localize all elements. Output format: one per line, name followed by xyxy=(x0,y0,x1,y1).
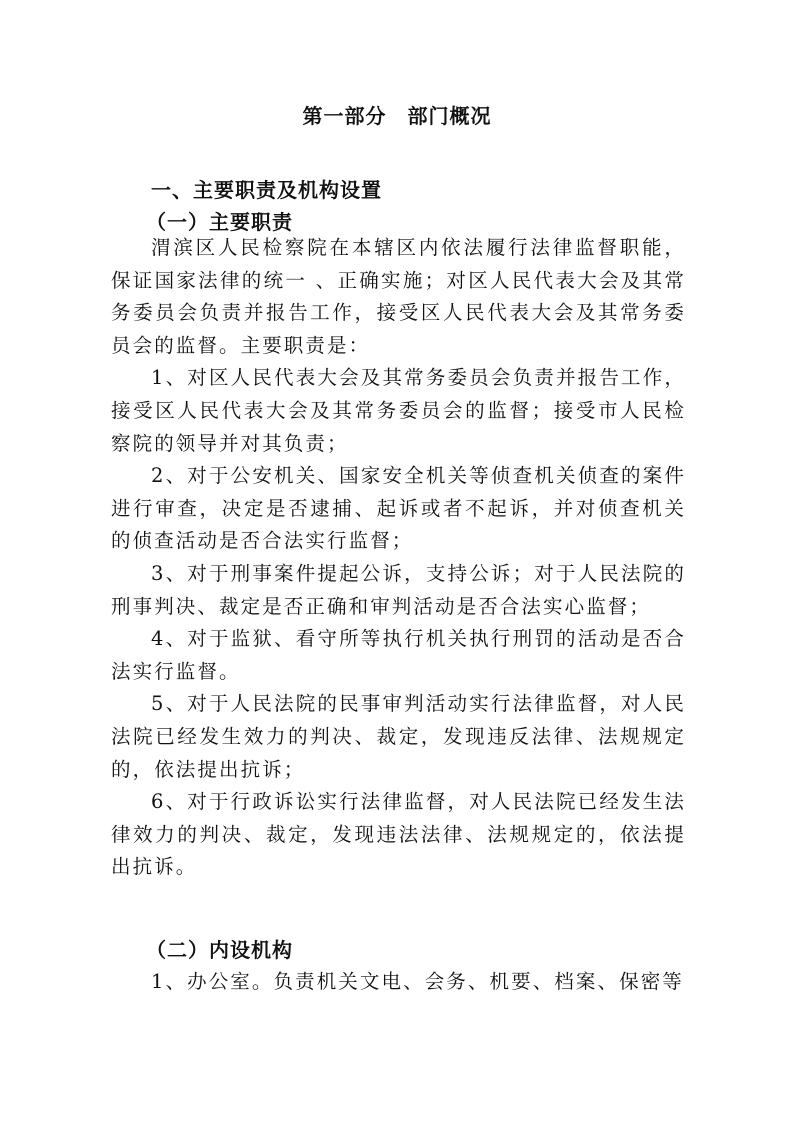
paragraph-duty-4: 4、对于监狱、看守所等执行机关执行刑罚的活动是否合法实行监督。 xyxy=(111,627,686,683)
duties-body xyxy=(111,232,686,884)
paragraph-intro: 渭滨区人民检察院在本辖区内依法履行法律监督职能，保证国家法律的统一 、正确实施；对区人民代表大会及其常务委员会负责并报告工作，接受区人民代表大会及其常务委员会的监督。主要职责是： xyxy=(111,236,686,357)
paragraph-department-1: 1、办公室。负责机关文电、会务、机要、档案、保密等 xyxy=(151,970,684,993)
section-heading: 一、主要职责及机构设置 xyxy=(151,178,382,202)
paragraph-duty-2: 2、对于公安机关、国家安全机关等侦查机关侦查的案件进行审查，决定是否逮捕、起诉或者不起诉，并对侦查机关的侦查活动是否合法实行监督； xyxy=(111,464,686,553)
paragraph-duty-6: 6、对于行政诉讼实行法律监督，对人民法院已经发生法律效力的判决、裁定，发现违法法律、法规规定的，依法提出抗诉。 xyxy=(111,790,686,879)
subsection-heading-duties: （一）主要职责 xyxy=(146,210,293,234)
paragraph-duty-3: 3、对于刑事案件提起公诉，支持公诉；对于人民法院的刑事判决、裁定是否正确和审判活动是否合法实心监督； xyxy=(111,561,686,618)
paragraph-duty-1: 1、对区人民代表大会及其常务委员会负责并报告工作，接受区人民代表大会及其常务委员会的监督；接受市人民检察院的领导并对其负责； xyxy=(111,366,686,455)
departments-body xyxy=(111,966,686,999)
subsection-heading-departments: （二）内设机构 xyxy=(146,938,293,962)
paragraph-duty-5: 5、对于人民法院的民事审判活动实行法律监督，对人民法院已经发生效力的判决、裁定，发现违反法律、法规规定的，依法提出抗诉； xyxy=(111,692,686,781)
page-title: 第一部分 部门概况 xyxy=(302,104,492,128)
